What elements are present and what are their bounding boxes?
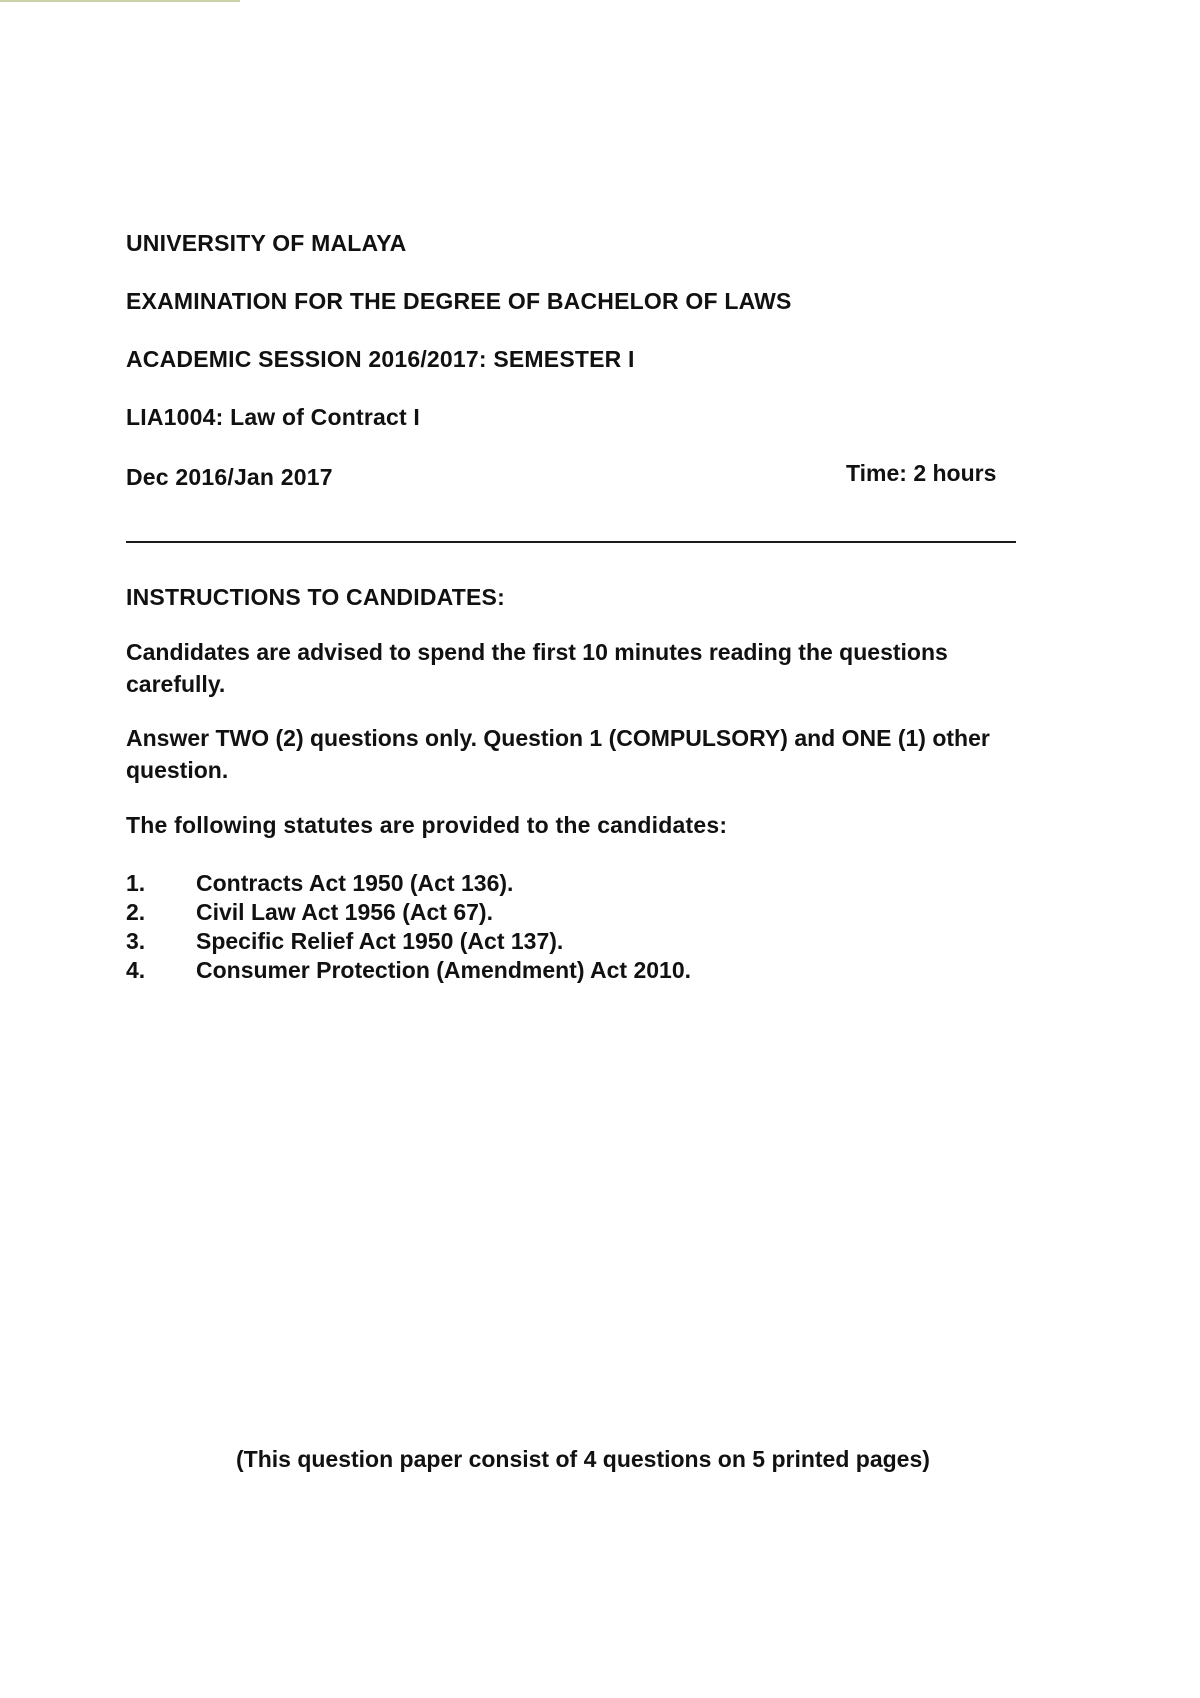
statute-number: 2.: [126, 899, 146, 925]
examination-title: EXAMINATION FOR THE DEGREE OF BACHELOR OF LAWS: [126, 288, 792, 314]
statute-item: [126, 928, 563, 955]
statute-number: 1.: [126, 870, 146, 896]
header-divider: [126, 541, 1016, 543]
page-count-note: (This question paper consist of 4 questions on 5 printed pages): [236, 1446, 930, 1472]
statute-text: Specific Relief Act 1950 (Act 137).: [196, 928, 564, 954]
statute-item: [126, 899, 493, 926]
statute-text: Consumer Protection (Amendment) Act 2010.: [196, 957, 692, 983]
statutes-intro: The following statutes are provided to the candidates:: [126, 812, 728, 838]
exam-date: Dec 2016/Jan 2017: [126, 464, 333, 490]
academic-session: ACADEMIC SESSION 2016/2017: SEMESTER I: [126, 346, 635, 372]
statute-text: Civil Law Act 1956 (Act 67).: [196, 899, 493, 925]
course-code-title: LIA1004: Law of Contract I: [126, 404, 421, 430]
statute-item: [126, 870, 513, 897]
answer-rule: Answer TWO (2) questions only. Question 1 (COMPULSORY) and ONE (1) other question.: [126, 725, 990, 783]
exam-duration: Time: 2 hours: [846, 460, 997, 486]
reading-advice: Candidates are advised to spend the first 10 minutes reading the questions carefully.: [126, 639, 948, 697]
university-name: UNIVERSITY OF MALAYA: [126, 230, 407, 256]
statute-text: Contracts Act 1950 (Act 136).: [196, 870, 514, 896]
statute-number: 3.: [126, 928, 146, 954]
instructions-heading: INSTRUCTIONS TO CANDIDATES:: [126, 584, 505, 610]
statute-number: 4.: [126, 957, 146, 983]
statute-item: [126, 957, 691, 984]
